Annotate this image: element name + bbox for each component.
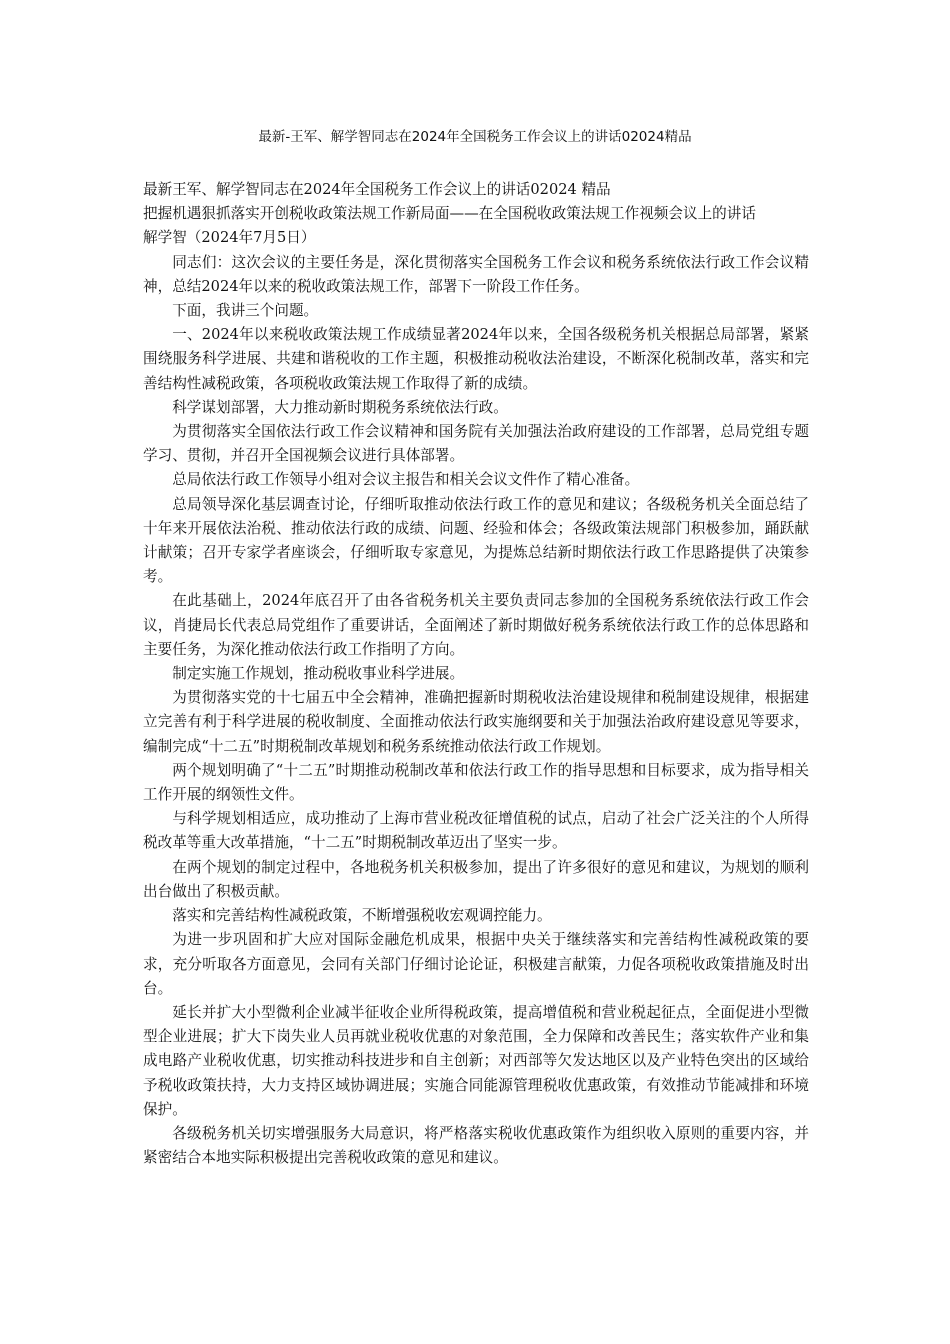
paragraph: 在两个规划的制定过程中，各地税务机关积极参加，提出了许多很好的意见和建议，为规划的顺利出台做出了积极贡献。: [143, 858, 809, 900]
document-body: [143, 178, 809, 1170]
author-date: 解学智（2024年7月5日）: [143, 229, 316, 247]
document-title: 最新-王军、解学智同志在2024年全国税务工作会议上的讲话02024精品: [258, 129, 692, 145]
paragraph: 在此基础上，2024年底召开了由各省税务机关主要负责同志参加的全国税务系统依法行政工作会议，肖捷局长代表总局党组作了重要讲话，全面阐述了新时期做好税务系统依法行政工作的总体思路和主要任务，为深化推动依法行政工作指明了方向。: [143, 592, 809, 658]
speech-subtitle: 把握机遇狠抓落实开创税收政策法规工作新局面——在全国税收政策法规工作视频会议上的讲话: [143, 205, 756, 223]
paragraph: 两个规划明确了“十二五”时期推动税制改革和依法行政工作的指导思想和目标要求，成为指导相关工作开展的纲领性文件。: [143, 761, 809, 804]
paragraph: 落实和完善结构性减税政策，不断增强税收宏观调控能力。: [172, 907, 552, 925]
paragraph: 为贯彻落实全国依法行政工作会议精神和国务院有关加强法治政府建设的工作部署，总局党组专题学习、贯彻，并召开全国视频会议进行具体部署。: [143, 423, 809, 465]
paragraph: 总局领导深化基层调查讨论，仔细听取推动依法行政工作的意见和建议；各级税务机关全面总结了十年来开展依法治税、推动依法行政的成绩、问题、经验和体会；各级政策法规部门积极参加，踊跃献计献策；召开专家学者座谈会，仔细听取专家意见，为提炼总结新时期依法行政工作思路提供了决策参考。: [143, 495, 809, 586]
paragraph: 同志们：这次会议的主要任务是，深化贯彻落实全国税务工作会议和税务系统依法行政工作会议精神，总结2024年以来的税收政策法规工作，部署下一阶段工作任务。: [143, 253, 809, 295]
paragraph: 各级税务机关切实增强服务大局意识，将严格落实税收优惠政策作为组织收入原则的重要内容，并紧密结合本地实际积极提出完善税收政策的意见和建议。: [143, 1124, 809, 1167]
heading-line: 最新王军、解学智同志在2024年全国税务工作会议上的讲话02024 精品: [143, 181, 611, 198]
paragraph: 一、2024年以来税收政策法规工作成绩显著2024年以来，全国各级税务机关根据总局部署，紧紧围绕服务科学进展、共建和谐税收的工作主题，积极推动税收法治建设，不断深化税制改革，落实和完善结构性减税政策，各项税收政策法规工作取得了新的成绩。: [143, 326, 809, 392]
paragraph: 延长并扩大小型微利企业减半征收企业所得税政策，提高增值税和营业税起征点，全面促进小型微型企业进展；扩大下岗失业人员再就业税收优惠的对象范围，全力保障和改善民生；落实软件产业和集成电路产业税收优惠，切实推动科技进步和自主创新；对西部等欠发达地区以及产业特色突出的区域给予税收政策扶持，大力支持区域协调进展；实施合同能源管理税收优惠政策，有效推动节能减排和环境保护。: [143, 1003, 809, 1118]
paragraph: 总局依法行政工作领导小组对会议主报告和相关会议文件作了精心准备。: [172, 471, 640, 489]
paragraph: 制定实施工作规划，推动税收事业科学进展。: [172, 665, 465, 683]
paragraph: 与科学规划相适应，成功推动了上海市营业税改征增值税的试点，启动了社会广泛关注的个人所得税改革等重大改革措施，“十二五”时期税制改革迈出了坚实一步。: [143, 810, 809, 852]
paragraph: 科学谋划部署，大力推动新时期税务系统依法行政。: [172, 398, 508, 416]
paragraph: 为进一步巩固和扩大应对国际金融危机成果，根据中央关于继续落实和完善结构性减税政策的要求，充分听取各方面意见，会同有关部门仔细讨论论证，积极建言献策，力促各项税收政策措施及时出台。: [143, 931, 809, 997]
paragraph: 为贯彻落实党的十七届五中全会精神，准确把握新时期税收法治建设规律和税制建设规律，根据建立完善有利于科学进展的税收制度、全面推动依法行政实施纲要和关于加强法治政府建设意见等要求，编制完成“十二五”时期税制改革规划和税务系统推动依法行政工作规划。: [143, 689, 809, 755]
paragraph: 下面，我讲三个问题。: [172, 302, 319, 320]
